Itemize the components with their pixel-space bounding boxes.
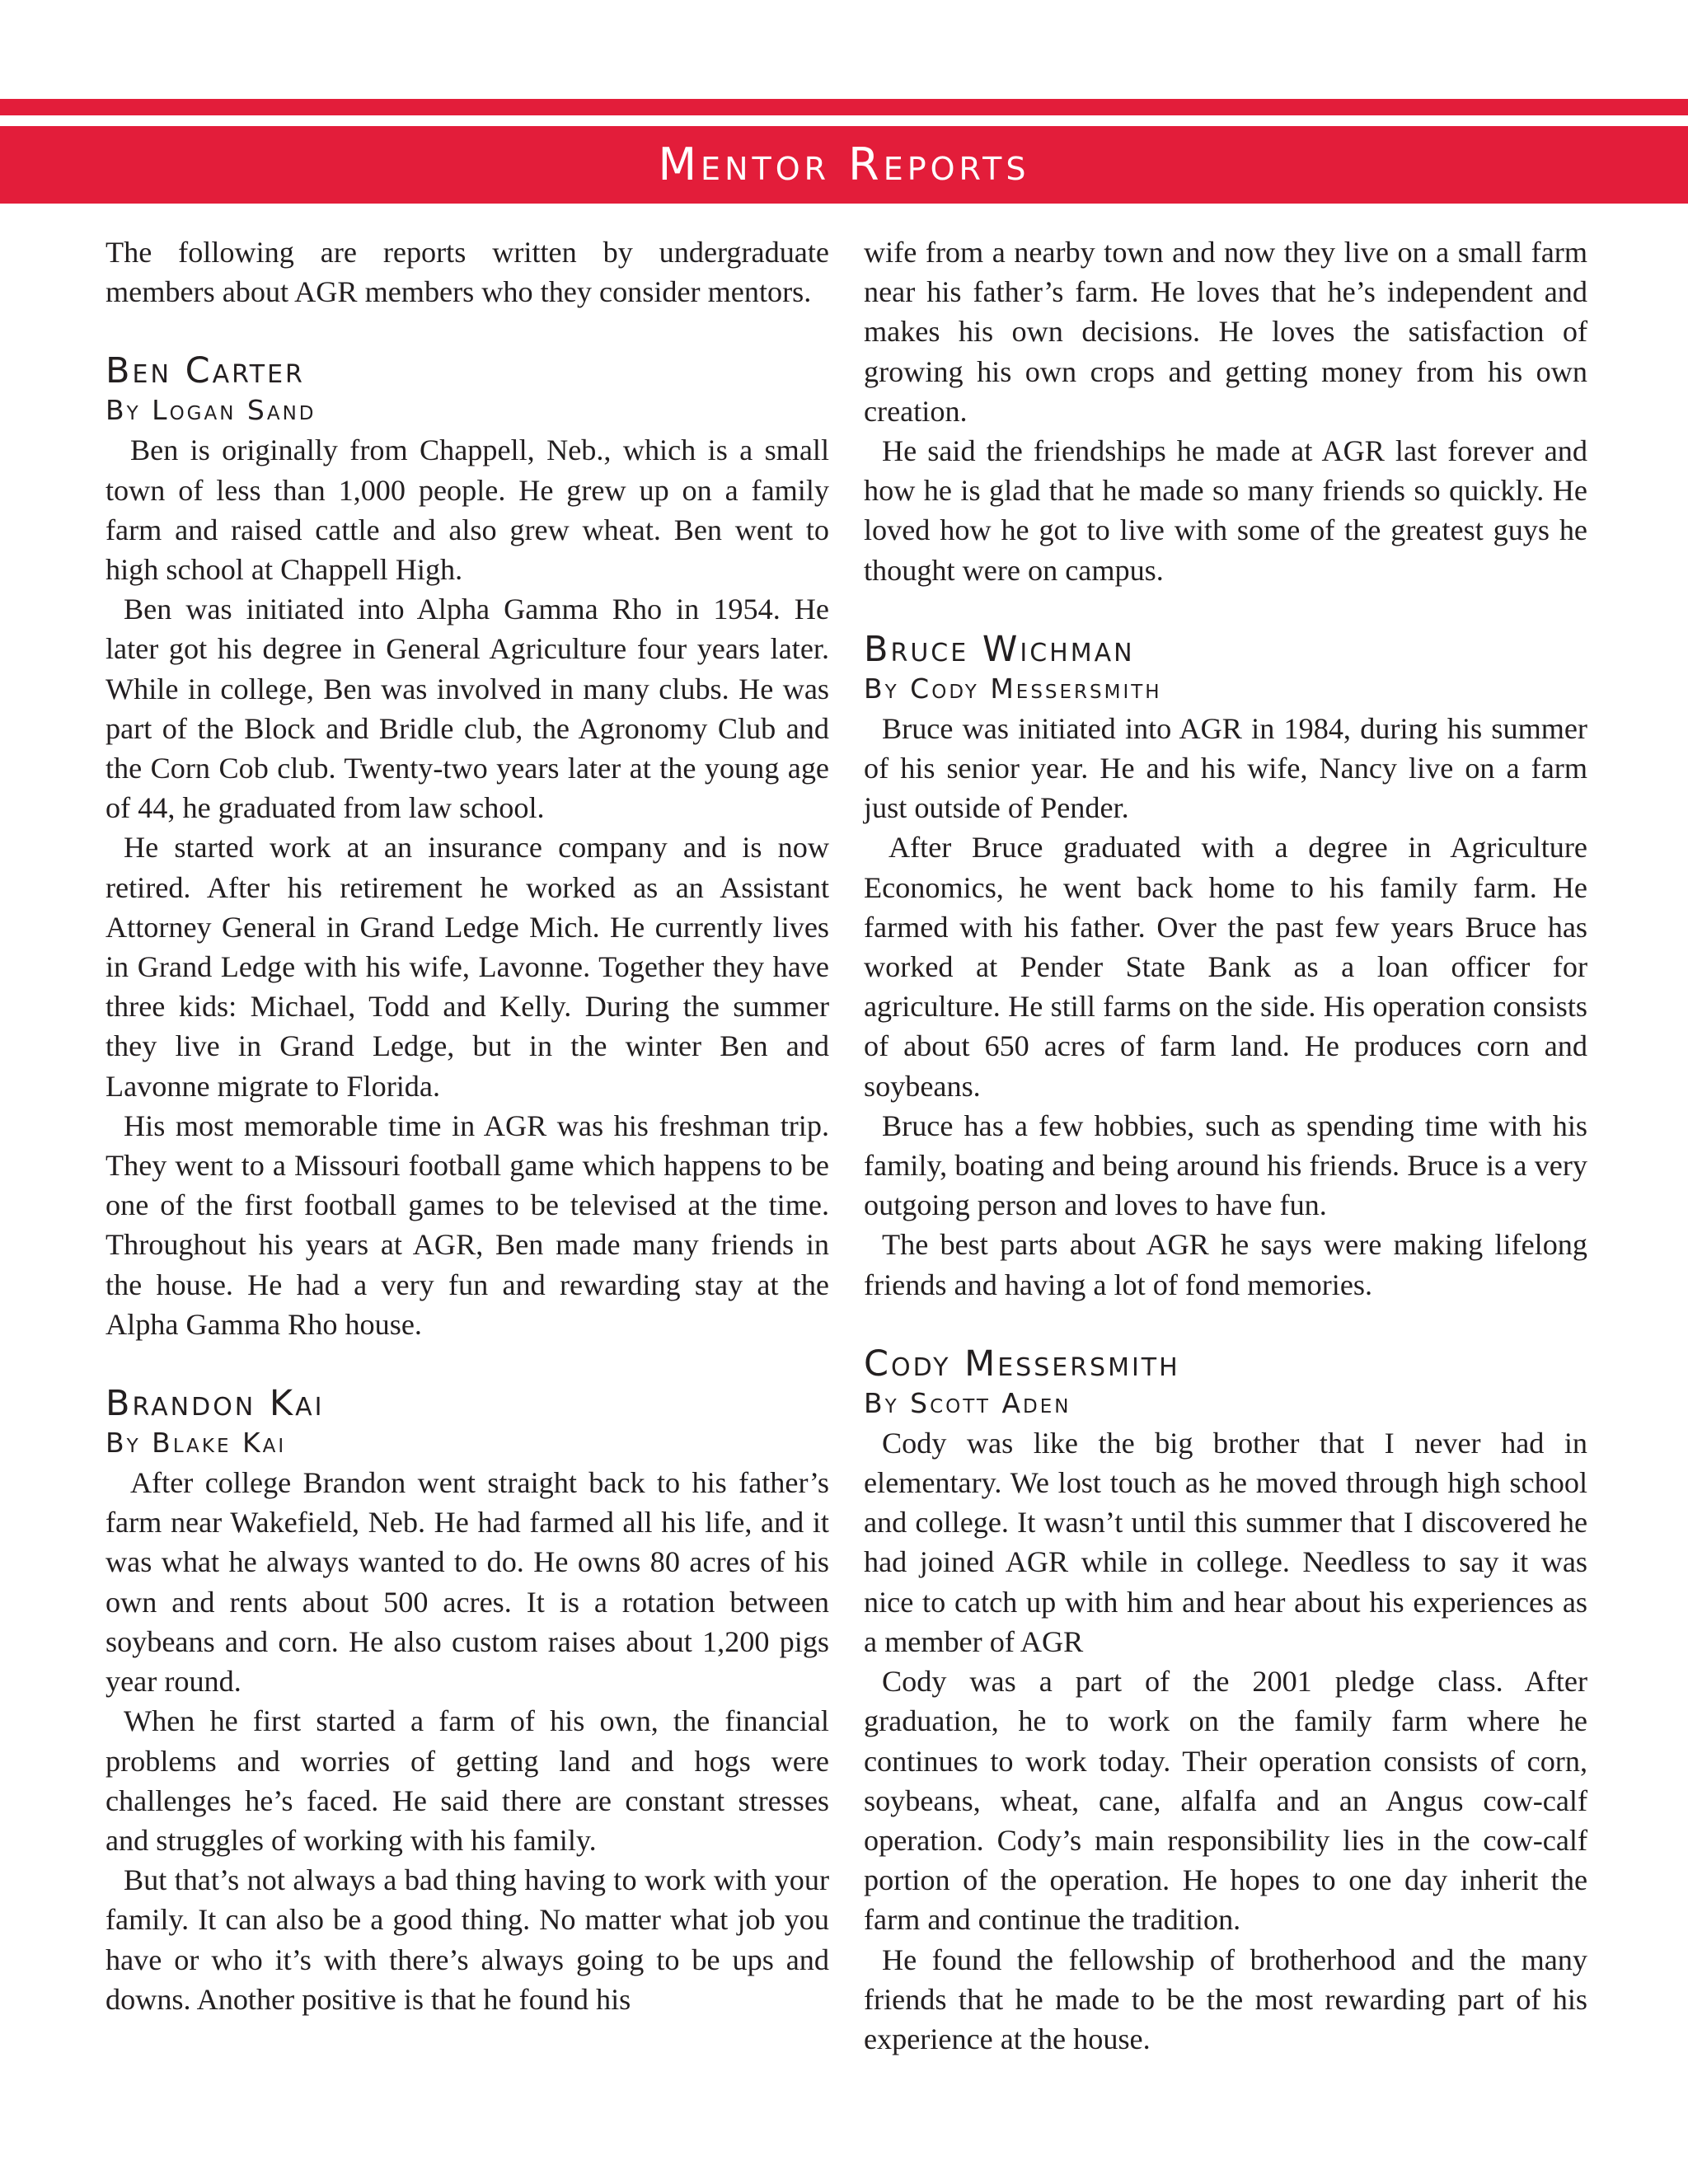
article-paragraph: He started work at an insurance company and is now retired. After his retirement he worked as an Assistant Attorney General in Grand Ledge Mich. He currently lives in Grand Ledge with his wife, Lavonne. Together they have three kids: Michael, Todd and Kelly. During the summer they live in Grand Ledge, but in the winter Ben and Lavonne migrate to Florida. [106, 831, 829, 1103]
article-title: Ben Carter [106, 350, 305, 392]
article-byline: By Scott Aden [864, 1386, 1071, 1419]
article-paragraph: His most memorable time in AGR was his freshman trip. They went to a Missouri football game which happens to be one of the first football games to be televised at the time. Throughout his years at AGR, Ben made many friends in the house. He had a very fun and rewarding stay at the Alpha Gamma Rho house. [106, 1108, 829, 1341]
article-byline: By Cody Messersmith [864, 672, 1162, 705]
article-paragraph: After Bruce graduated with a degree in Agriculture Economics, he went back home to his family farm. He farmed with his father. Over the past few years Bruce has worked at Pender State Bank as a loan officer for agriculture. He still farms on the side. His operation consists of about 650 acres of farm land. He produces corn and soybeans. [864, 831, 1587, 1103]
article-title: Bruce Wichman [864, 628, 1135, 670]
article-paragraph: The best parts about AGR he says were making lifelong friends and having a lot of fond memories. [864, 1228, 1587, 1301]
article-paragraph: When he first started a farm of his own, the financial problems and worries of getting land and hogs were challenges he’s faced. He said there are constant stresses and struggles of working with his family. [106, 1704, 829, 1857]
article-paragraph: Ben is originally from Chappell, Neb., which is a small town of less than 1,000 people. He grew up on a family farm and raised cattle and also grew wheat. Ben went to high school at Chappell High. [106, 434, 829, 587]
article-paragraph: He said the friendships he made at AGR last forever and how he is glad that he made so many friends so quickly. He loved how he got to live with some of the greatest guys he thought were on campus. [864, 434, 1587, 587]
article-title: Brandon Kai [106, 1383, 325, 1425]
article-paragraph: He found the fellowship of brotherhood and the many friends that he made to be the most rewarding part of his experience at the house. [864, 1943, 1587, 2055]
article-paragraph: Ben was initiated into Alpha Gamma Rho in 1954. He later got his degree in General Agriculture four years later. While in college, Ben was involved in many clubs. He was part of the Block and Bridle club, the Agronomy Club and the Corn Cob club. Twenty-two years later at the young age of 44, he graduated from law school. [106, 593, 829, 825]
article-paragraph: Bruce has a few hobbies, such as spending time with his family, boating and being around his friends. Bruce is a very outgoing person and loves to have fun. [864, 1108, 1587, 1222]
article-paragraph-continued: wife from a nearby town and now they live on a small farm near his father’s farm. He loves that he’s independent and makes his own decisions. He loves the satisfaction of growing his own crops and getting money from his own creation. [864, 236, 1587, 428]
article-title: Cody Messersmith [864, 1343, 1180, 1385]
article-paragraph: But that’s not always a bad thing having to work with your family. It can also be a good thing. No matter what job you have or who it’s with there’s always going to be ups and downs. Another positive is that he found his [106, 1863, 829, 2016]
right-column [864, 232, 1587, 2059]
article-paragraph: Cody was like the big brother that I never had in elementary. We lost touch as he moved through high school and college. It wasn’t until this summer that I discovered he had joined AGR while in college. Needless to say it was nice to catch up with him and hear about his experiences as a member of AGR [864, 1426, 1587, 1658]
page-title: Mentor Reports [658, 138, 1030, 190]
article-paragraph: After college Brandon went straight back to his father’s farm near Wakefield, Neb. He had farmed all his life, and it was what he always wanted to do. He owns 80 acres of his own and rents about 500 acres. It is a rotation between soybeans and corn. He also custom raises about 1,200 pigs year round. [106, 1466, 829, 1699]
article-byline: By Logan Sand [106, 394, 316, 427]
top-rule [0, 99, 1688, 115]
article-paragraph: Cody was a part of the 2001 pledge class. After graduation, he to work on the family farm where he continues to work today. Their operation consists of corn, soybeans, wheat, cane, alfalfa and an Angus cow-calf operation. Cody’s main responsibility lies in the cow-calf portion of the operation. He hopes to one day inherit the farm and continue the tradition. [864, 1665, 1587, 1937]
left-column [106, 232, 829, 2019]
intro-text: The following are reports written by undergraduate members about AGR members who they consider mentors. [106, 236, 829, 309]
article-paragraph: Bruce was initiated into AGR in 1984, during his summer of his senior year. He and his wife, Nancy live on a farm just outside of Pender. [864, 711, 1587, 825]
article-byline: By Blake Kai [106, 1427, 287, 1460]
